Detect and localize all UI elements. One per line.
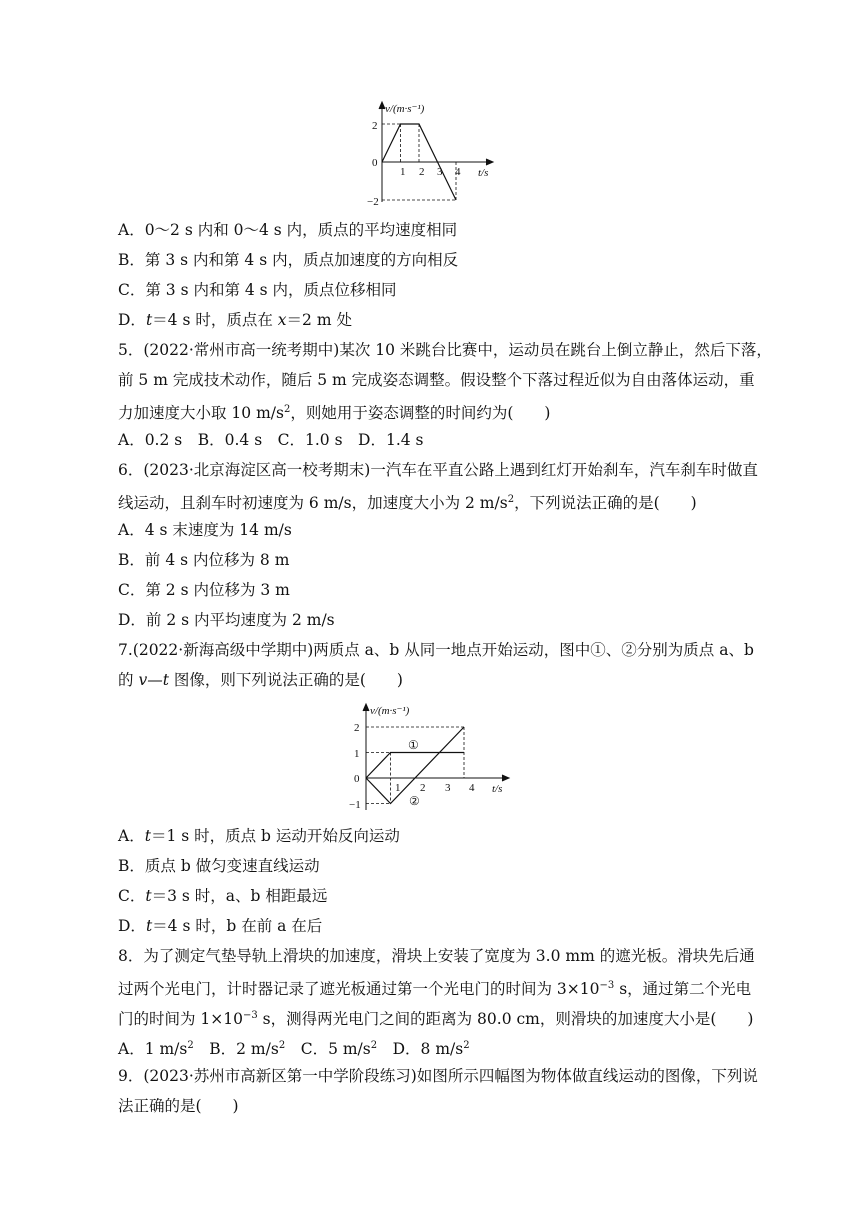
text: ＝4 s 时，质点在 — [152, 311, 278, 329]
q7-line-2 — [118, 669, 403, 691]
sup: 2 — [187, 1040, 194, 1051]
x-axis-arrow — [486, 159, 493, 165]
var: t — [145, 311, 153, 329]
text: ，下列说法正确的是( ) — [514, 494, 697, 513]
q9-line-1: 9．(2023·苏州市高新区第一中学阶段练习)如图所示四幅图为物体做直线运动的图像，下列说 — [118, 1067, 758, 1085]
y-axis-label: v/(m·s⁻¹) — [385, 103, 425, 115]
y-tick-label: 2 — [372, 120, 378, 132]
y-axis-arrow — [363, 704, 369, 711]
q8-line-2 — [118, 975, 751, 1000]
q7-option-d — [118, 915, 322, 937]
option-c: C．5 m/s — [300, 1040, 371, 1059]
var: t — [145, 887, 152, 905]
q6-line-2 — [118, 489, 697, 514]
text: ＝4 s 时，b 在前 a 在后 — [152, 917, 323, 935]
text: ＝3 s 时，a、b 相距最远 — [151, 887, 328, 905]
x-tick-label: 1 — [400, 166, 406, 178]
text: 过两个光电门，计时器记录了遮光板通过第一个光电门的时间为 3×10 — [118, 980, 600, 999]
y-axis-label: v/(m·s⁻¹) — [370, 705, 410, 717]
q4-option-c: C．第 3 s 内和第 4 s 内，质点位移相同 — [118, 281, 397, 299]
q7-option-b: B．质点 b 做匀变速直线运动 — [118, 857, 320, 875]
sup: 2 — [370, 1040, 378, 1051]
q5-options: A．0.2 s B．0.4 s C．1.0 s D．1.4 s — [118, 431, 424, 449]
var: t — [145, 917, 153, 935]
q5-line-2: 前 5 m 完成技术动作，随后 5 m 完成姿态调整。假设整个下落过程近似为自由落体运动，重 — [118, 371, 755, 389]
q8-options — [118, 1035, 470, 1060]
q8-line-3 — [118, 1005, 753, 1030]
sup: 2 — [463, 1040, 470, 1051]
q6-option-a: A．4 s 末速度为 14 m/s — [118, 521, 292, 539]
y-tick-label: 1 — [354, 748, 360, 760]
var: x — [277, 311, 287, 329]
option-d: D．8 m/s — [392, 1040, 464, 1059]
y-tick-label: −2 — [367, 196, 379, 208]
text: 力加速度大小取 10 m/s — [118, 404, 284, 423]
sup: 2 — [507, 494, 515, 505]
y-tick-label: −1 — [349, 799, 361, 811]
q4-option-a: A．0～2 s 内和 0～4 s 内，质点的平均速度相同 — [118, 221, 458, 239]
text: ＝2 m 处 — [286, 311, 352, 329]
text: C． — [118, 887, 146, 905]
sup: −3 — [243, 1010, 258, 1021]
series-a-label: ① — [408, 738, 419, 752]
y-tick-label: 0 — [354, 773, 360, 785]
x-tick-label: 2 — [420, 782, 426, 794]
x-tick-label: 1 — [395, 782, 401, 794]
option-b: B．2 m/s — [209, 1040, 279, 1059]
text: 的 — [118, 671, 139, 689]
vt-graph-2 — [330, 700, 520, 818]
text: 图像，则下列说法正确的是( ) — [168, 671, 403, 689]
q7-option-a — [118, 825, 400, 847]
x-tick-label: 4 — [455, 166, 461, 178]
q4-option-d — [118, 309, 352, 331]
x-tick-label: 3 — [445, 782, 451, 794]
x-tick-label: 3 — [437, 166, 443, 178]
text: D． — [118, 917, 146, 935]
sup: −3 — [599, 980, 615, 991]
y-tick-label: 0 — [372, 157, 378, 169]
sup: 2 — [283, 404, 291, 415]
q7-line-1: 7.(2022·新海高级中学期中)两质点 a、b 从同一地点开始运动，图中①、②分别为质点 a、b — [118, 641, 754, 659]
x-tick-label: 2 — [419, 166, 425, 178]
text: 线运动，且刹车时初速度为 6 m/s，加速度大小为 2 m/s — [118, 494, 508, 513]
q9-line-2: 法正确的是( ) — [118, 1097, 239, 1115]
var: v—t — [138, 671, 169, 689]
x-axis-label: t/s — [478, 167, 489, 179]
x-tick-label: 4 — [469, 782, 475, 794]
text: s，通过第二个光电 — [614, 980, 752, 999]
q5-line-3 — [118, 399, 550, 424]
y-tick-label: 2 — [354, 722, 360, 734]
var: t — [144, 827, 151, 845]
x-axis-label: t/s — [492, 783, 503, 795]
q6-option-c: C．第 2 s 内位移为 3 m — [118, 581, 290, 599]
q5-line-1: 5．(2022·常州市高一统考期中)某次 10 米跳台比赛中，运动员在跳台上倒立静止，然后下落， — [118, 341, 772, 359]
q6-line-1: 6．(2023·北京海淀区高一校考期末)一汽车在平直公路上遇到红灯开始刹车，汽车刹车时做直 — [118, 461, 758, 479]
sup: 2 — [278, 1040, 286, 1051]
text: A． — [118, 827, 145, 845]
text: s，测得两光电门之间的距离为 80.0 cm，则滑块的加速度大小是( ) — [257, 1010, 754, 1029]
series-a-line — [366, 753, 464, 779]
q4-option-b: B．第 3 s 内和第 4 s 内，质点加速度的方向相反 — [118, 251, 459, 269]
text: ，则她用于姿态调整的时间约为( ) — [290, 404, 551, 423]
x-axis-arrow — [502, 775, 509, 781]
text: ＝1 s 时，质点 b 运动开始反向运动 — [150, 827, 400, 845]
q7-option-c — [118, 885, 327, 907]
q6-option-d: D．前 2 s 内平均速度为 2 m/s — [118, 611, 335, 629]
text: D． — [118, 311, 146, 329]
text: 门的时间为 1×10 — [118, 1010, 243, 1029]
option-a: A．1 m/s — [118, 1040, 188, 1059]
series-b-label: ② — [409, 794, 420, 808]
vt-graph-1 — [360, 98, 510, 210]
q8-line-1: 8．为了测定气垫导轨上滑块的加速度，滑块上安装了宽度为 3.0 mm 的遮光板。滑块先后通 — [118, 947, 755, 965]
q6-option-b: B．前 4 s 内位移为 8 m — [118, 551, 290, 569]
